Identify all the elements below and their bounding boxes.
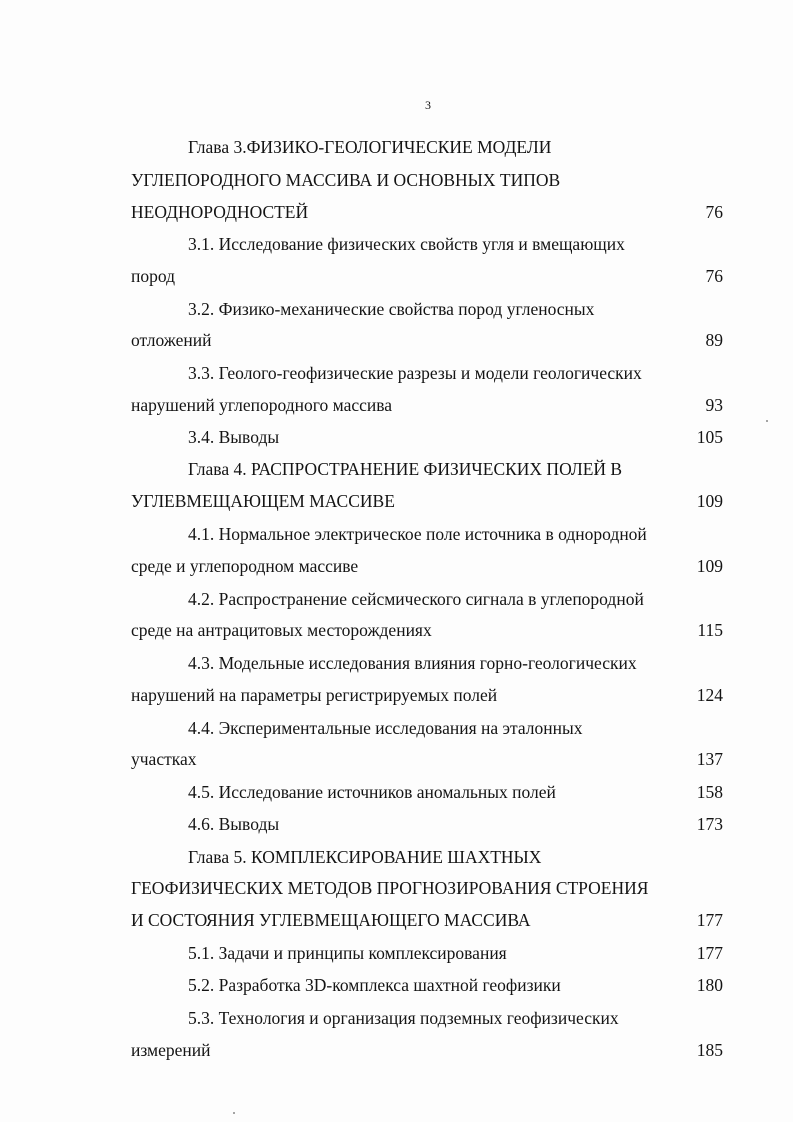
toc-line-text: Глава 5. КОМПЛЕКСИРОВАНИЕ ШАХТНЫХ xyxy=(188,847,542,867)
toc-line-text: участках xyxy=(131,749,197,769)
toc-line-text: УГЛЕВМЕЩАЮЩЕМ МАССИВЕ xyxy=(131,491,395,511)
toc-line-page: 177 xyxy=(696,910,723,930)
toc-line xyxy=(131,328,723,352)
toc-line-page: 185 xyxy=(696,1040,723,1060)
toc-line xyxy=(131,425,723,449)
toc-line xyxy=(131,973,723,997)
toc-line-text: пород xyxy=(131,266,176,286)
toc-line-text: 3.4. Выводы xyxy=(188,427,280,447)
toc-line-text: И СОСТОЯНИЯ УГЛЕВМЕЩАЮЩЕГО МАССИВА xyxy=(131,910,531,930)
toc-line-text: нарушений углепородного массива xyxy=(131,395,393,415)
toc-line-page: 89 xyxy=(705,330,723,350)
toc-line-page: 115 xyxy=(697,620,723,640)
toc-line-text: нарушений на параметры регистрируемых полей xyxy=(131,685,498,705)
toc-line xyxy=(131,716,723,740)
toc-line-text: 3.2. Физико-механические свойства пород угленосных xyxy=(188,299,595,319)
toc-line-text: 4.6. Выводы xyxy=(188,814,280,834)
toc-line-text: 5.3. Технология и организация подземных геофизических xyxy=(188,1008,619,1028)
toc-line-text: Глава 4. РАСПРОСТРАНЕНИЕ ФИЗИЧЕСКИХ ПОЛЕЙ В xyxy=(188,459,623,479)
toc-line xyxy=(131,200,723,224)
toc-line-text: Глава 3.ФИЗИКО-ГЕОЛОГИЧЕСКИЕ МОДЕЛИ xyxy=(188,137,552,157)
toc-line xyxy=(131,876,723,900)
toc-line xyxy=(131,232,723,256)
toc-line xyxy=(131,941,723,965)
toc-line xyxy=(131,1038,723,1062)
toc-line xyxy=(131,489,723,513)
toc-line xyxy=(131,1006,723,1030)
toc-line-page: 158 xyxy=(696,782,723,802)
toc-line-page: 177 xyxy=(696,943,723,963)
toc-line xyxy=(131,812,723,836)
toc-line xyxy=(131,264,723,288)
toc-line xyxy=(131,135,723,159)
toc-line xyxy=(131,845,723,869)
toc-line-text: 5.2. Разработка 3D-комплекса шахтной геофизики xyxy=(188,975,561,995)
toc-line-page: 137 xyxy=(696,749,723,769)
toc-line-page: 109 xyxy=(696,491,723,511)
toc-line xyxy=(131,393,723,417)
toc-line-page: 124 xyxy=(696,685,723,705)
toc-line-text: НЕОДНОРОДНОСТЕЙ xyxy=(131,202,309,222)
toc-line-text: среде и углепородном массиве xyxy=(131,556,359,576)
toc-line-text: 4.1. Нормальное электрическое поле источника в однородной xyxy=(188,524,647,544)
toc-line xyxy=(131,554,723,578)
toc-line-text: 3.3. Геолого-геофизические разрезы и модели геологических xyxy=(188,363,642,383)
toc-line-page: 109 xyxy=(696,556,723,576)
toc-line-page: 76 xyxy=(705,202,723,222)
toc-line xyxy=(131,587,723,611)
toc-line-text: среде на антрацитовых месторождениях xyxy=(131,620,432,640)
toc-line-text: ГЕОФИЗИЧЕСКИХ МЕТОДОВ ПРОГНОЗИРОВАНИЯ СТРОЕНИЯ xyxy=(131,878,649,898)
toc-line-text: 3.1. Исследование физических свойств угля и вмещающих xyxy=(188,234,625,254)
toc-line-text: 5.1. Задачи и принципы комплексирования xyxy=(188,943,507,963)
scan-speck xyxy=(766,420,768,422)
toc-line xyxy=(131,618,723,642)
toc-line-text: УГЛЕПОРОДНОГО МАССИВА И ОСНОВНЫХ ТИПОВ xyxy=(131,170,561,190)
toc-line xyxy=(131,361,723,385)
toc-line-page: 76 xyxy=(705,266,723,286)
toc-line-text: 4.5. Исследование источников аномальных полей xyxy=(188,782,556,802)
toc-line-text: отложений xyxy=(131,330,212,350)
toc-line-text: 4.3. Модельные исследования влияния горно-геологических xyxy=(188,653,637,673)
toc-line xyxy=(131,683,723,707)
toc-line xyxy=(131,908,723,932)
toc-line-page: 105 xyxy=(696,427,723,447)
toc-line xyxy=(131,651,723,675)
toc-line xyxy=(131,297,723,321)
toc-line xyxy=(131,168,723,192)
toc-line-text: 4.2. Распространение сейсмического сигнала в углепородной xyxy=(188,589,644,609)
page-number: 3 xyxy=(425,98,431,112)
toc-line-page: 93 xyxy=(705,395,723,415)
toc-line-page: 180 xyxy=(696,975,723,995)
toc-line-page: 173 xyxy=(696,814,723,834)
toc-line-text: измерений xyxy=(131,1040,211,1060)
toc-line xyxy=(131,780,723,804)
toc-line xyxy=(131,457,723,481)
toc-line-text: 4.4. Экспериментальные исследования на эталонных xyxy=(188,718,583,738)
toc-line xyxy=(131,522,723,546)
scan-speck xyxy=(233,1112,235,1114)
toc-line xyxy=(131,747,723,771)
